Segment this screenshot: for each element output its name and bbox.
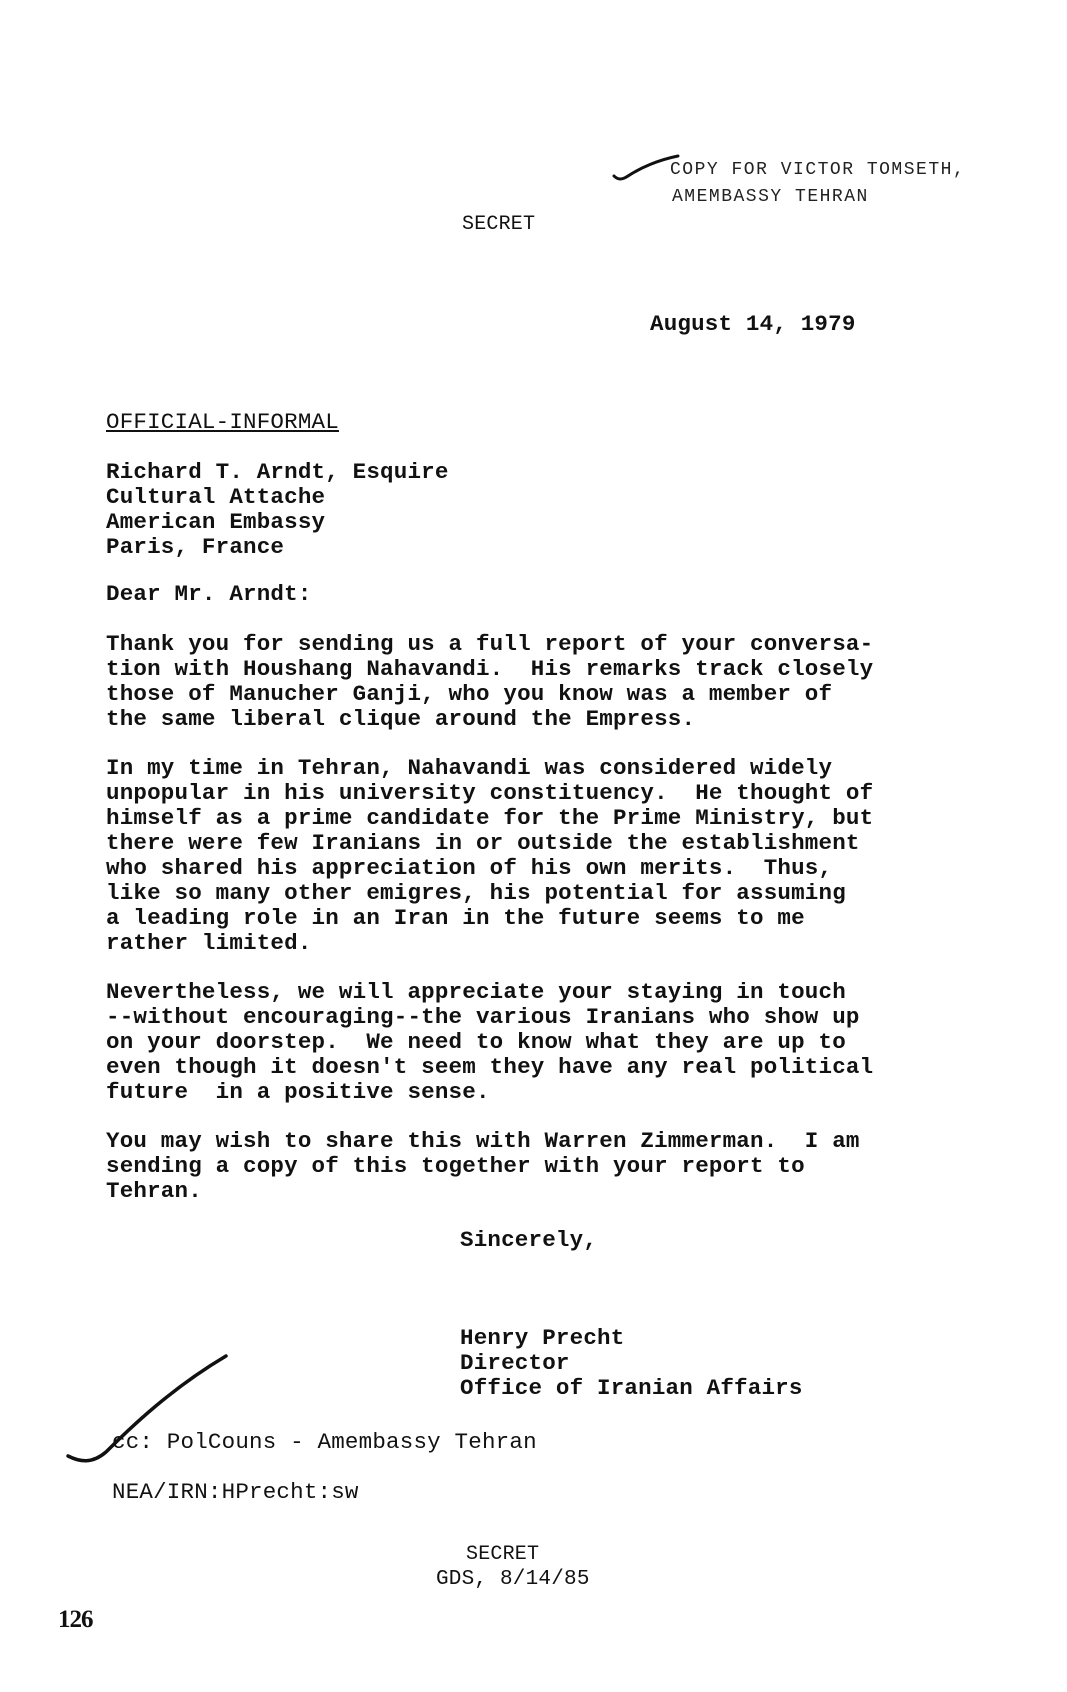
closing: Sincerely, [460,1227,598,1253]
addressee-line: Paris, France [106,534,285,560]
paragraph-line: the same liberal clique around the Empress. [106,706,696,732]
signature-title: Director [460,1350,570,1376]
addressee-block [106,460,986,560]
paragraph-line: there were few Iranians in or outside the establishment [106,830,860,856]
salutation: Dear Mr. Arndt: [106,581,312,607]
paragraph-line: Tehran. [106,1178,202,1204]
classification-top: SECRET [462,213,536,236]
paragraph-3 [106,980,986,1105]
paragraph-line: unpopular in his university constituency. He thought of [106,780,874,806]
copy-note-line-1: COPY FOR VICTOR TOMSETH, [670,160,966,180]
copy-note-line-2: AMEMBASSY TEHRAN [672,187,869,207]
paragraph-line: Thank you for sending us a full report of your conversa- [106,631,874,657]
paragraph-line: those of Manucher Ganji, who you know was a member of [106,681,833,707]
signature-name: Henry Precht [460,1325,625,1351]
declassification-line: GDS, 8/14/85 [436,1568,590,1591]
paragraph-line: tion with Houshang Nahavandi. His remarks track closely [106,656,874,682]
letter-date: August 14, 1979 [650,311,856,337]
addressee-line: American Embassy [106,509,326,535]
addressee-line: Richard T. Arndt, Esquire [106,459,449,485]
paragraph-line: on your doorstep. We need to know what they are up to [106,1029,846,1055]
paragraph-line: a leading role in an Iran in the future seems to me [106,905,805,931]
paragraph-line: In my time in Tehran, Nahavandi was considered widely [106,755,833,781]
paragraph-line: rather limited. [106,930,312,956]
drafter-line: NEA/IRN:HPrecht:sw [112,1479,359,1505]
signature-office: Office of Iranian Affairs [460,1375,803,1401]
paragraph-line: sending a copy of this together with your report to [106,1153,805,1179]
paragraph-1 [106,632,986,732]
paragraph-line: --without encouraging--the various Iranians who show up [106,1004,860,1030]
paragraph-line: even though it doesn't seem they have any real political [106,1054,874,1080]
paragraph-line: You may wish to share this with Warren Zimmerman. I am [106,1128,860,1154]
designation-heading: OFFICIAL-INFORMAL [106,409,339,435]
cc-line: cc: PolCouns - Amembassy Tehran [112,1429,537,1455]
paragraph-line: like so many other emigres, his potential for assuming [106,880,846,906]
page-number: 126 [58,1606,93,1633]
paragraph-line: Nevertheless, we will appreciate your staying in touch [106,979,846,1005]
paragraph-line: himself as a prime candidate for the Prime Ministry, but [106,805,874,831]
paragraph-2 [106,756,986,956]
classification-bottom: SECRET [466,1543,540,1566]
addressee-line: Cultural Attache [106,484,326,510]
paragraph-4 [106,1129,986,1204]
paragraph-line: future in a positive sense. [106,1079,490,1105]
paragraph-line: who shared his appreciation of his own merits. Thus, [106,855,833,881]
